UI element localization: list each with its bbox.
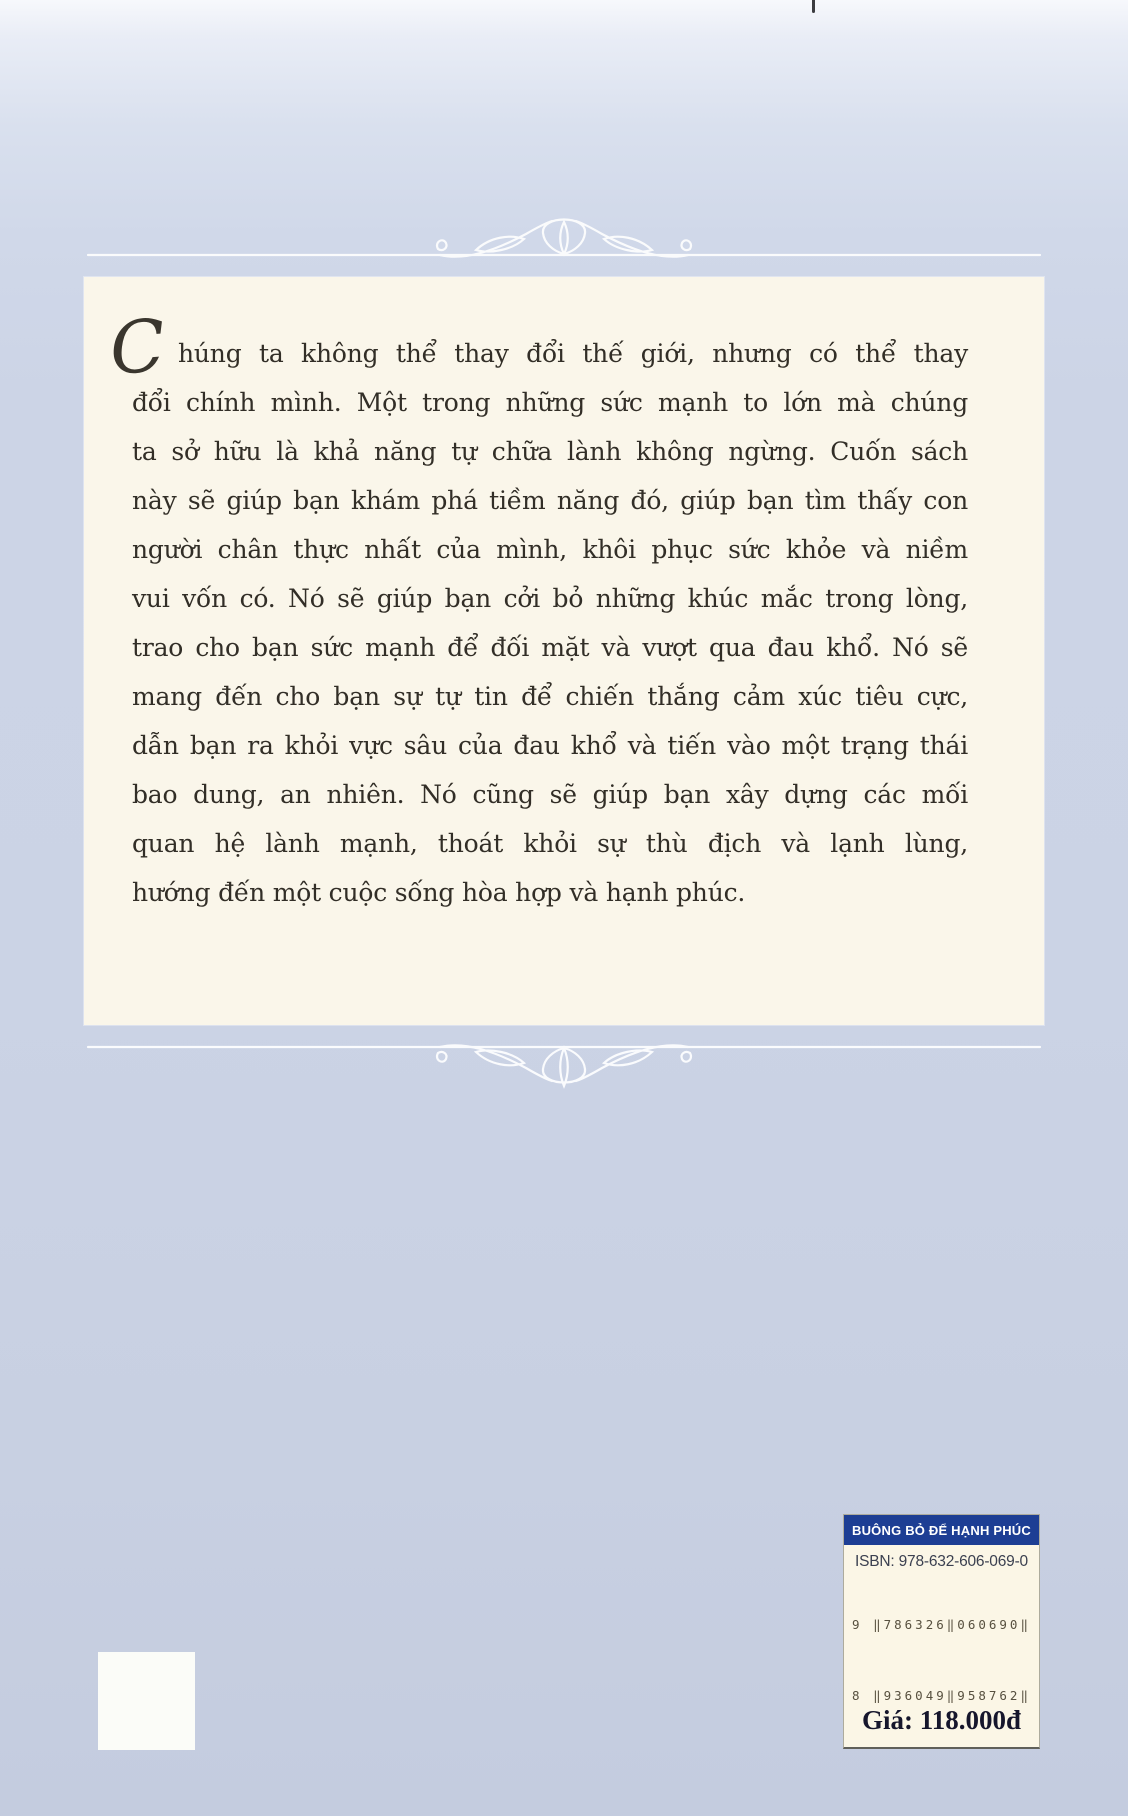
blurb-line: bao dung, an nhiên. Nó cũng sẽ giúp bạn xây dựng các mối bbox=[132, 780, 968, 809]
ean-barcode-digits: 8 ‖936049‖958762‖ bbox=[852, 1688, 1031, 1703]
blurb-line: người chân thực nhất của mình, khôi phục sức khỏe và niềm bbox=[132, 535, 968, 564]
print-registration-tick bbox=[812, 0, 815, 13]
blank-sticker bbox=[98, 1652, 195, 1750]
blurb-line: mang đến cho bạn sự tự tin để chiến thắng cảm xúc tiêu cực, bbox=[132, 682, 968, 711]
isbn-barcode-digits: 9 ‖786326‖060690‖ bbox=[852, 1617, 1031, 1632]
book-title-bar bbox=[844, 1515, 1039, 1545]
price-label-box bbox=[843, 1514, 1040, 1749]
drop-cap: C bbox=[107, 303, 168, 391]
blurb-line: dẫn bạn ra khỏi vực sâu của đau khổ và tiến vào một trạng thái bbox=[132, 731, 968, 760]
blurb-line: vui vốn có. Nó sẽ giúp bạn cởi bỏ những khúc mắc trong lòng, bbox=[132, 584, 968, 613]
blurb-line: này sẽ giúp bạn khám phá tiềm năng đó, giúp bạn tìm thấy con bbox=[132, 486, 968, 515]
book-title: BUÔNG BỎ ĐỂ HẠNH PHÚC bbox=[852, 1522, 1031, 1538]
ornament-bottom bbox=[84, 1036, 1044, 1094]
blurb-line: húng ta không thể thay đổi thế giới, nhưng có thể thay bbox=[178, 339, 968, 368]
blurb-line: ta sở hữu là khả năng tự chữa lành không ngừng. Cuốn sách bbox=[132, 437, 968, 466]
blurb-line: quan hệ lành mạnh, thoát khỏi sự thù địch và lạnh lùng, bbox=[132, 829, 968, 858]
isbn-text: ISBN: 978-632-606-069-0 bbox=[855, 1553, 1028, 1570]
blurb-line: trao cho bạn sức mạnh để đối mặt và vượt qua đau khổ. Nó sẽ bbox=[132, 633, 968, 662]
price-text: Giá: 118.000đ bbox=[861, 1705, 1022, 1735]
blurb-paragraph bbox=[107, 303, 968, 917]
ornament-top bbox=[84, 208, 1044, 266]
blurb-line: đổi chính mình. Một trong những sức mạnh to lớn mà chúng bbox=[132, 388, 968, 417]
blurb-panel bbox=[84, 277, 1044, 1025]
blurb-line: hướng đến một cuộc sống hòa hợp và hạnh phúc. bbox=[132, 878, 746, 907]
